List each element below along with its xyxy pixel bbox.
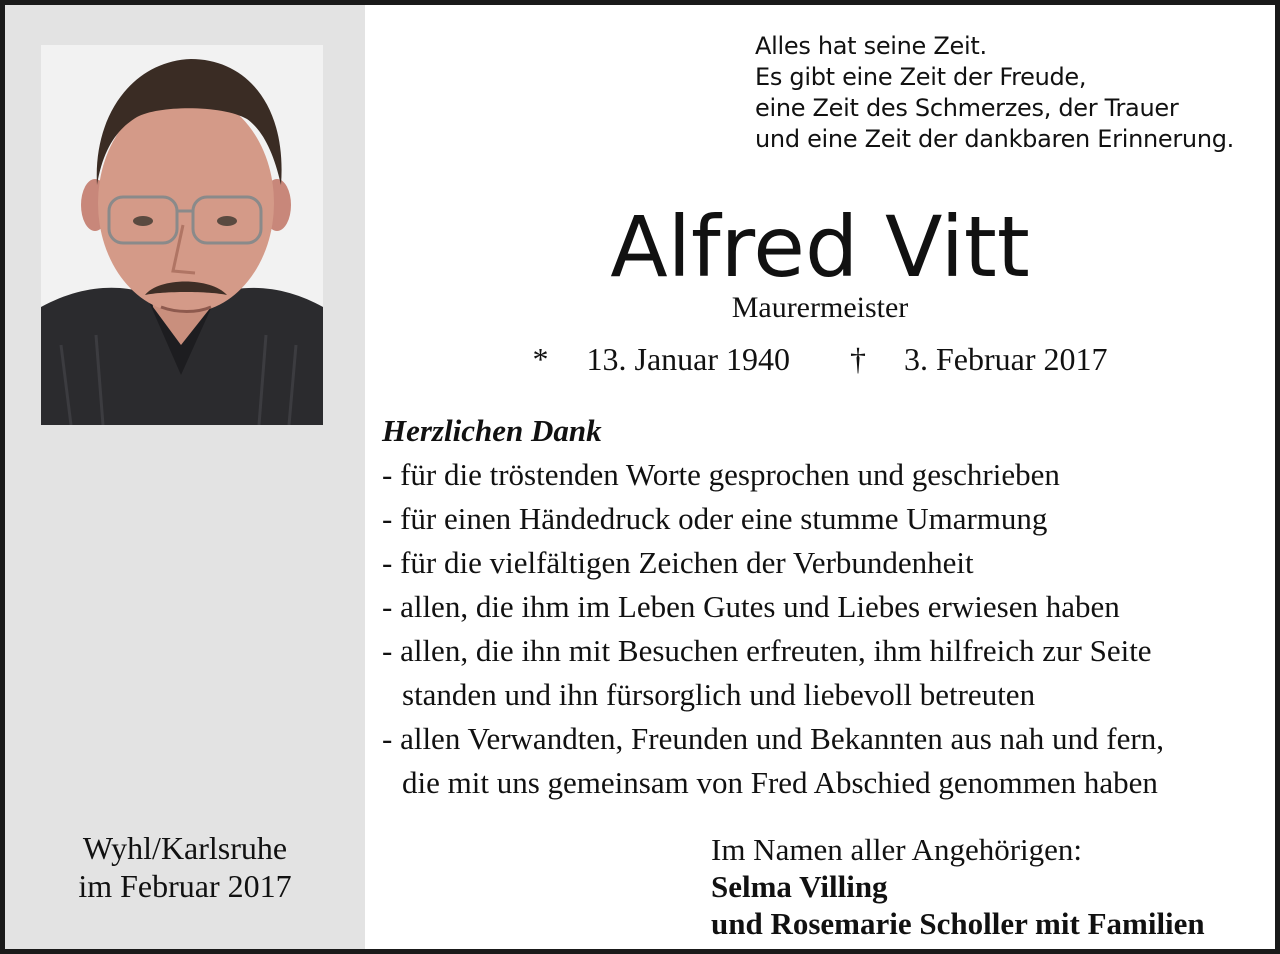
signature-intro: Im Namen aller Angehörigen:: [711, 832, 1083, 867]
thanks-section: [382, 409, 1272, 805]
quote-line: eine Zeit des Schmerzes, der Trauer: [755, 94, 1179, 122]
thanks-item: - allen Verwandten, Freunden und Bekannten aus nah und fern,: [382, 721, 1164, 756]
sidebar-panel: [5, 5, 365, 949]
thanks-item: - allen, die ihm im Leben Gutes und Liebes erwiesen haben: [382, 589, 1120, 624]
thanks-item: - für die tröstenden Worte gesprochen und geschrieben: [382, 457, 1060, 492]
thanks-item: - für einen Händedruck oder eine stumme Umarmung: [382, 501, 1048, 536]
signature-block: [711, 831, 1205, 942]
quote-line: Es gibt eine Zeit der Freude,: [755, 63, 1087, 91]
thanks-heading: Herzlichen Dank: [382, 413, 602, 448]
place-and-date: [5, 829, 365, 905]
thanks-item: - allen, die ihn mit Besuchen erfreuten, ihm hilfreich zur Seite: [382, 633, 1152, 668]
date-line: im Februar 2017: [78, 868, 292, 904]
signature-name: Selma Villing: [711, 869, 888, 904]
quote-block: [755, 31, 1234, 155]
quote-line: und eine Zeit der dankbaren Erinnerung.: [755, 125, 1235, 153]
birth-symbol: *: [532, 341, 549, 377]
portrait-illustration: [41, 45, 323, 425]
life-dates: [365, 339, 1275, 379]
profession: Maurermeister: [731, 291, 909, 324]
deceased-name: Alfred Vitt: [610, 198, 1030, 296]
cross-icon: †: [850, 341, 866, 377]
thanks-item-continued: die mit uns gemeinsam von Fred Abschied genommen haben: [402, 765, 1158, 800]
death-date: 3. Februar 2017: [904, 341, 1108, 377]
quote-line: Alles hat seine Zeit.: [755, 32, 987, 60]
place-line: Wyhl/Karlsruhe: [82, 830, 288, 866]
birth-date: 13. Januar 1940: [586, 341, 790, 377]
signature-name: und Rosemarie Scholler mit Familien: [711, 906, 1205, 941]
thanks-item: - für die vielfältigen Zeichen der Verbundenheit: [382, 545, 974, 580]
thanks-item-continued: standen und ihn fürsorglich und liebevoll betreuten: [402, 677, 1036, 712]
portrait-photo: [41, 45, 323, 425]
